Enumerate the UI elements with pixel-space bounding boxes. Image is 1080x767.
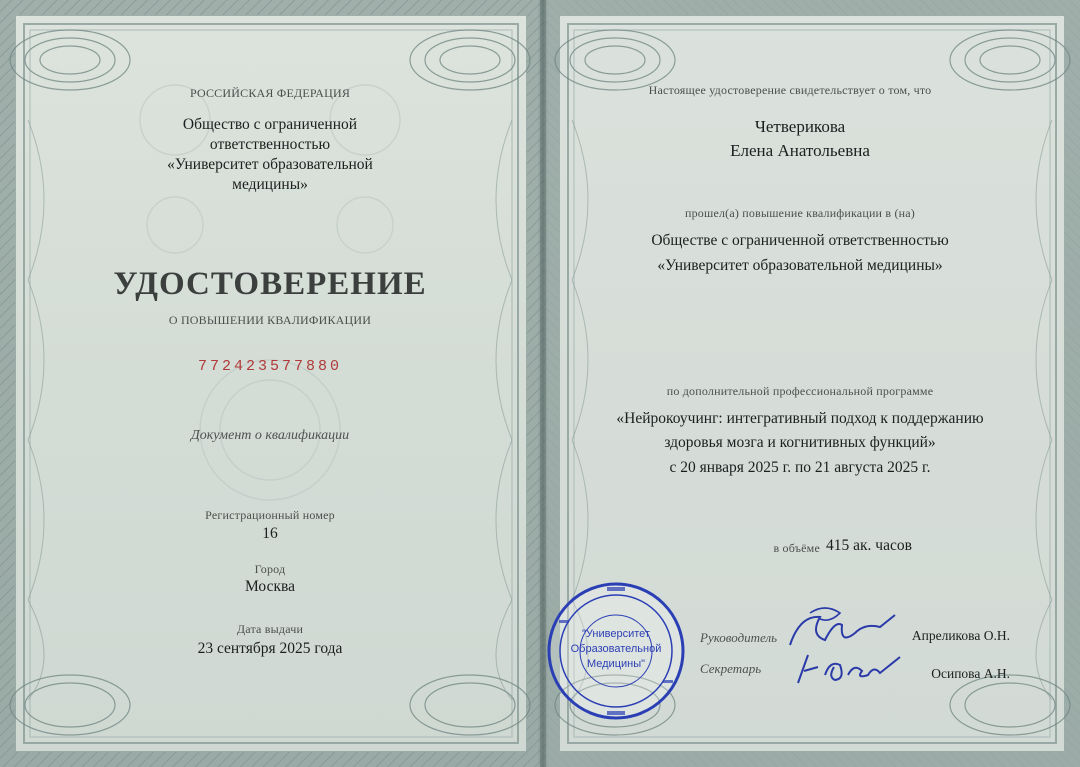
head-name: Апреликова О.Н. (911, 628, 1010, 643)
country-label: РОССИЙСКАЯ ФЕДЕРАЦИЯ (189, 86, 351, 100)
round-stamp (545, 580, 687, 722)
holder-surname: Четверикова (754, 117, 846, 136)
registration-label: Регистрационный номер (205, 508, 335, 522)
head-label: Руководитель (700, 630, 778, 645)
volume-label: в объёме (773, 541, 820, 555)
issuer-org-line-1: Общество с ограниченной (182, 116, 358, 133)
certificate-title: УДОСТОВЕРЕНИЕ (113, 266, 427, 302)
issue-date-label: Дата выдачи (236, 622, 304, 636)
training-org-line-1: Обществе с ограниченной ответственностью (651, 232, 949, 249)
registration-number: 16 (262, 525, 278, 542)
program-name-line-2: здоровья мозга и когнитивных функций» (664, 434, 936, 451)
secretary-label: Секретарь (700, 661, 762, 676)
holder-name: Елена Анатольевна (730, 141, 870, 160)
secretary-name: Осипова А.Н. (931, 666, 1010, 681)
program-label: по дополнительной профессиональной программе (666, 384, 934, 398)
issuer-org-line-2: ответственностью (209, 136, 331, 153)
issue-date-value: 23 сентября 2025 года (197, 640, 343, 657)
document-type: Документ о квалификации (190, 428, 350, 443)
passed-text: прошел(а) повышение квалификации в (на) (684, 206, 915, 220)
stamp-line-2: Образовательной (570, 643, 662, 655)
program-name-line-1: «Нейрокоучинг: интегративный подход к поддержанию (616, 410, 984, 427)
certificate-subtitle: О ПОВЫШЕНИИ КВАЛИФИКАЦИИ (168, 313, 372, 327)
issuer-org-line-4: медицины» (232, 176, 308, 193)
stamp-line-3: Медицины" (586, 658, 646, 670)
serial-number: 772423577880 (197, 358, 343, 375)
secretary-signature (790, 645, 910, 690)
issuer-org-line-3: «Университет образовательной (167, 156, 373, 173)
intro-text: Настоящее удостоверение свидетельствует о том, что (648, 83, 932, 97)
training-period: с 20 января 2025 г. по 21 августа 2025 г. (669, 459, 931, 476)
volume-value: 415 ак. часов (826, 537, 912, 554)
city-value: Москва (245, 578, 295, 595)
city-label: Город (254, 562, 286, 576)
training-org-line-2: «Университет образовательной медицины» (657, 257, 943, 274)
stamp-line-1: "Университет (582, 628, 650, 640)
